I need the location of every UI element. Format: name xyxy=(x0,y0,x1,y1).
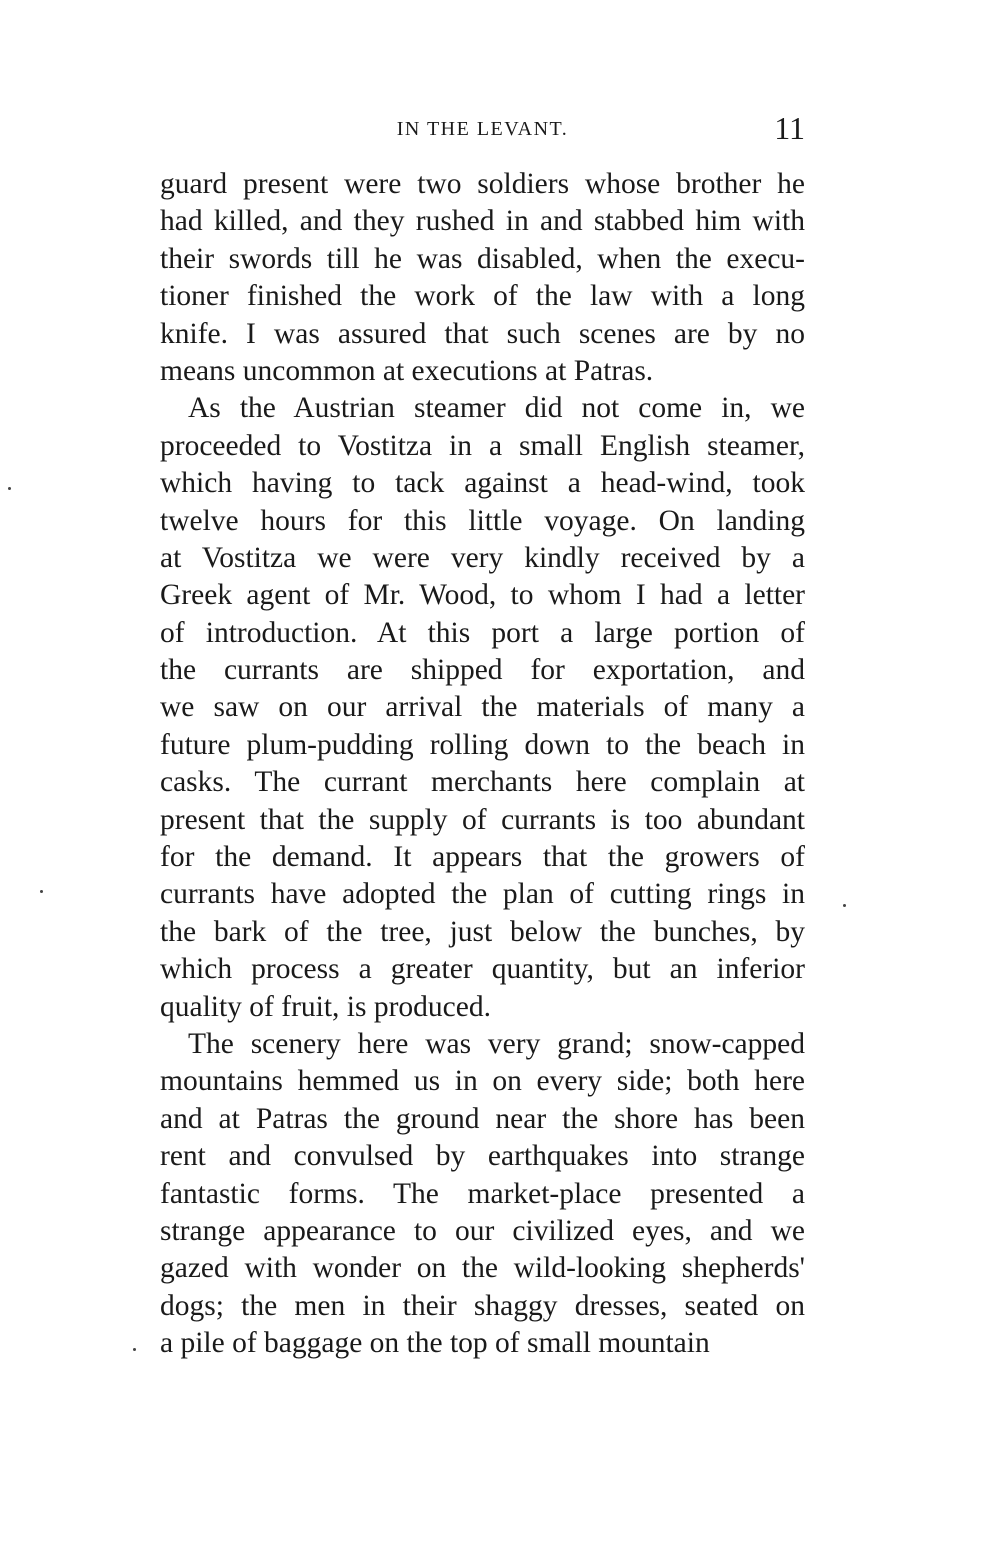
running-title: IN THE LEVANT. xyxy=(396,118,569,140)
scan-speck xyxy=(133,1348,136,1351)
text-line: which process a greater quantity, but an inferior xyxy=(160,953,805,986)
body-text xyxy=(160,166,805,1363)
text-line: the bark of the tree, just below the bunches, by xyxy=(160,915,805,948)
scan-speck xyxy=(843,904,846,907)
text-line: rent and convulsed by earthquakes into strange xyxy=(160,1140,805,1173)
text-line: mountains hemmed us in on every side; both here xyxy=(160,1065,805,1098)
text-line: of introduction. At this port a large portion of xyxy=(160,616,805,649)
text-line: quality of fruit, is produced. xyxy=(160,990,491,1023)
text-line: twelve hours for this little voyage. On landing xyxy=(160,504,805,537)
text-line: and at Patras the ground near the shore has been xyxy=(160,1102,805,1135)
text-line: future plum-pudding rolling down to the beach in xyxy=(160,728,805,761)
text-line: guard present were two soldiers whose brother he xyxy=(160,168,805,200)
paragraph xyxy=(160,1026,805,1363)
running-head xyxy=(160,110,805,146)
paragraph xyxy=(160,390,805,1026)
text-line: knife. I was assured that such scenes are by no xyxy=(160,317,805,350)
text-line: which having to tack against a head-wind, took xyxy=(160,467,805,500)
text-line: a pile of baggage on the top of small mountain xyxy=(160,1327,710,1360)
text-line: dogs; the men in their shaggy dresses, seated on xyxy=(160,1289,805,1322)
text-line: present that the supply of currants is too abundant xyxy=(160,803,805,836)
scan-speck xyxy=(8,487,11,490)
text-line: the currants are shipped for exportation, and xyxy=(160,654,805,687)
text-line: tioner finished the work of the law with a long xyxy=(160,280,805,313)
text-line: their swords till he was disabled, when the execu- xyxy=(160,242,805,275)
text-line: As the Austrian steamer did not come in, we xyxy=(188,392,805,425)
text-line: fantastic forms. The market-place presented a xyxy=(160,1177,805,1210)
text-line: for the demand. It appears that the growers of xyxy=(160,841,805,874)
text-line: The scenery here was very grand; snow-capped xyxy=(188,1027,805,1060)
text-line: proceeded to Vostitza in a small English steamer, xyxy=(160,429,805,462)
text-line: Greek agent of Mr. Wood, to whom I had a letter xyxy=(160,579,805,612)
text-line: we saw on our arrival the materials of many a xyxy=(160,691,805,724)
text-line: at Vostitza we were very kindly received by a xyxy=(160,541,805,574)
text-line: strange appearance to our civilized eyes, and we xyxy=(160,1214,805,1247)
paragraph xyxy=(160,166,805,390)
text-line: had killed, and they rushed in and stabbed him with xyxy=(160,205,805,238)
text-line: currants have adopted the plan of cutting rings in xyxy=(160,878,805,911)
page-number: 11 xyxy=(774,110,805,146)
scan-speck xyxy=(40,890,43,893)
text-line: casks. The currant merchants here complain at xyxy=(160,766,805,799)
text-line: means uncommon at executions at Patras. xyxy=(160,354,654,387)
text-line: gazed with wonder on the wild-looking shepherds' xyxy=(160,1252,805,1285)
